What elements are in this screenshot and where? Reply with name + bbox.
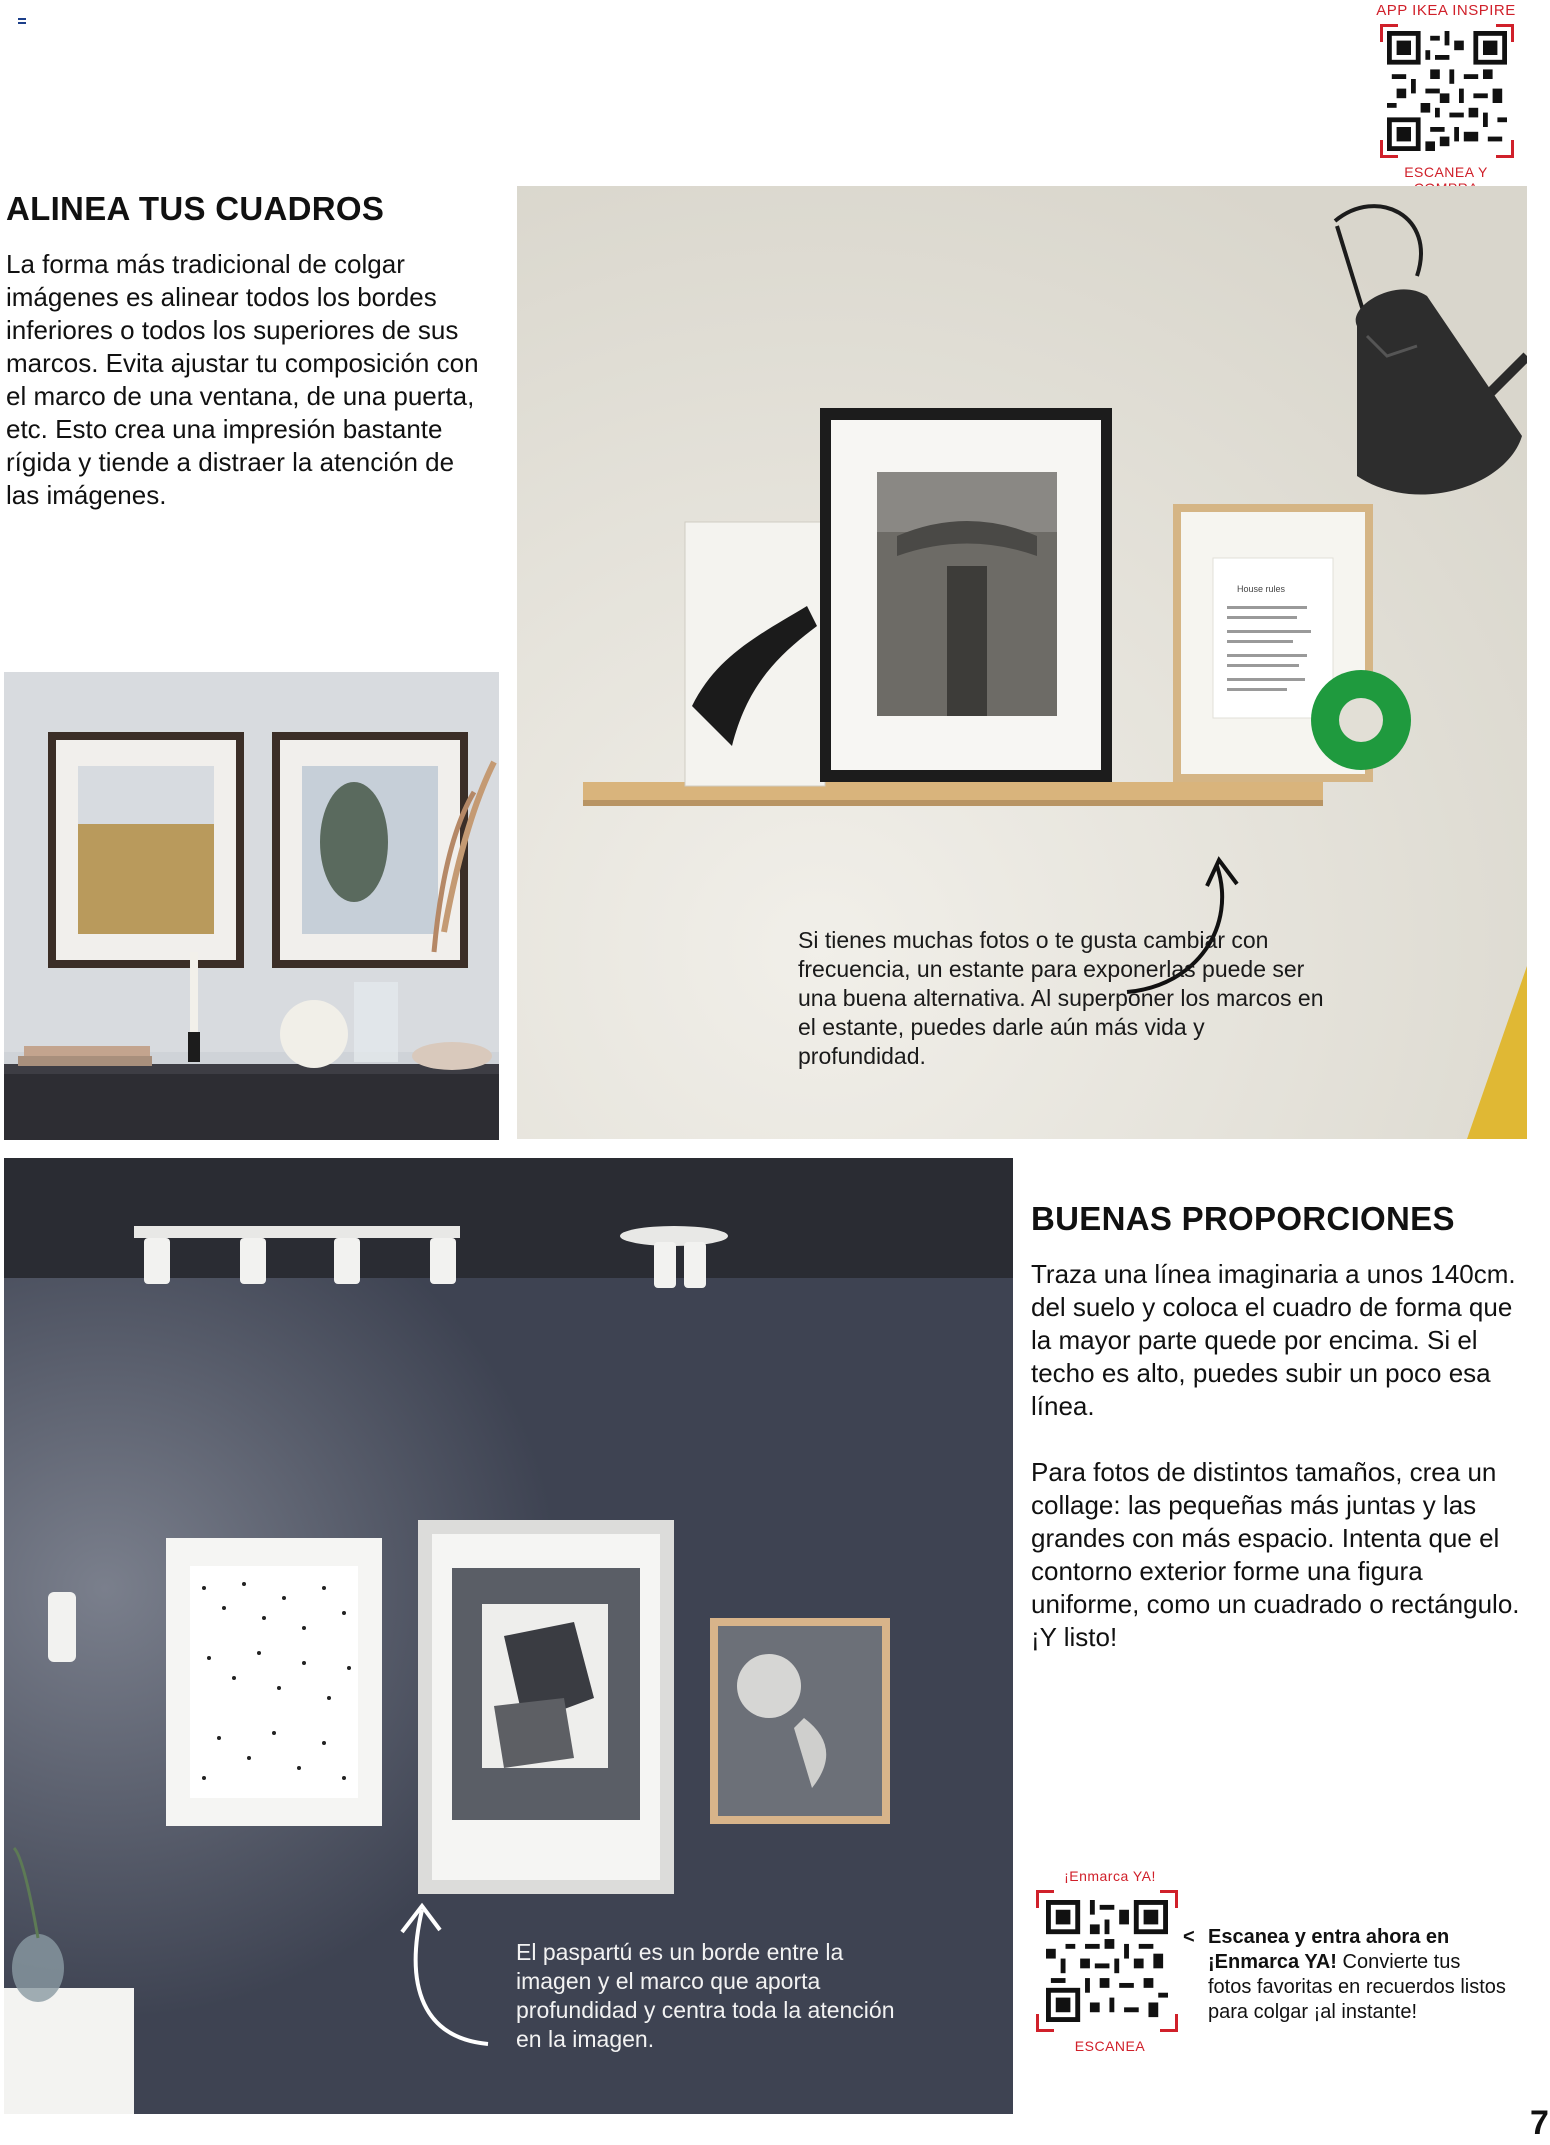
qr-label-top: APP IKEA INSPIRE — [1376, 2, 1516, 19]
framed-prints-photo — [4, 672, 499, 1140]
qr-label-bottom: ESCANEA Y — [1404, 164, 1488, 180]
framed-prints-illustration — [4, 672, 499, 1140]
top-qr-badge[interactable] — [1370, 0, 1522, 184]
enmarca-qr-badge[interactable] — [1030, 1868, 1190, 2058]
section-title-buenas: BUENAS PROPORCIONES — [1031, 1200, 1455, 1237]
section-title-alinea: ALINEA TUS CUADROS — [6, 190, 385, 227]
enmarca-qr-frame — [1036, 1890, 1178, 2032]
menu-icon — [18, 18, 26, 26]
section-body-alinea: La forma más tradicional de colgar imágenes es alinear todos los bordes inferiores o todos los superiores de sus marcos. Evita ajustar tu composición con el marco de una ventana, de una puerta, etc. Esto crea una impresión bastante rígida y tiende a distraer la atención de las imágenes. — [6, 249, 479, 510]
qr-code-icon — [1387, 31, 1507, 151]
shelf-photo — [517, 186, 1527, 1139]
enmarca-text — [1208, 1925, 1508, 2025]
qr-frame — [1380, 24, 1514, 158]
enmarca-qr-label-bottom: ESCANEA — [1074, 2038, 1146, 2054]
enmarca-arrow: < — [1183, 1926, 1195, 1948]
poster-heading: House rules — [1237, 584, 1286, 594]
section-body-buenas-2: Para fotos de distintos tamaños, crea un collage: las pequeñas más juntas y las grandes con más espacio. Intenta que el contorno exterior forme una figura uniforme, como un cuadrado o rectángulo. ¡Y listo! — [1031, 1457, 1520, 1652]
enmarca-text-rest: Convierte tus fotos favoritas en recuerdos listos para colgar ¡al instante! — [1208, 1951, 1506, 2023]
enmarca-qr-label-top: ¡Enmarca YA! — [1064, 1868, 1156, 1884]
shelf-caption: Si tienes muchas fotos o te gusta cambiar con frecuencia, un estante para exponerlas puede ser una buena alternativa. Al superponer los marcos en el estante, puedes darle aún más vida y profundidad. — [798, 927, 1324, 1069]
gallery-wall-photo — [4, 1158, 1013, 2114]
enmarca-text-bold: Escanea y entra ahora en ¡Enmarca YA! — [1208, 1926, 1450, 1973]
enmarca-qr-code-icon — [1046, 1900, 1168, 2022]
page-number: 7 — [1530, 2104, 1549, 2142]
gallery-caption: El paspartú es un borde entre la imagen y el marco que aporta profundidad y centra toda la atención en la imagen. — [516, 1939, 895, 2052]
section-body-buenas-1: Traza una línea imaginaria a unos 140cm. del suelo y coloca el cuadro de forma que la mayor parte quede por encima. Si el techo es alto, puedes subir un poco esa línea. — [1031, 1259, 1516, 1421]
